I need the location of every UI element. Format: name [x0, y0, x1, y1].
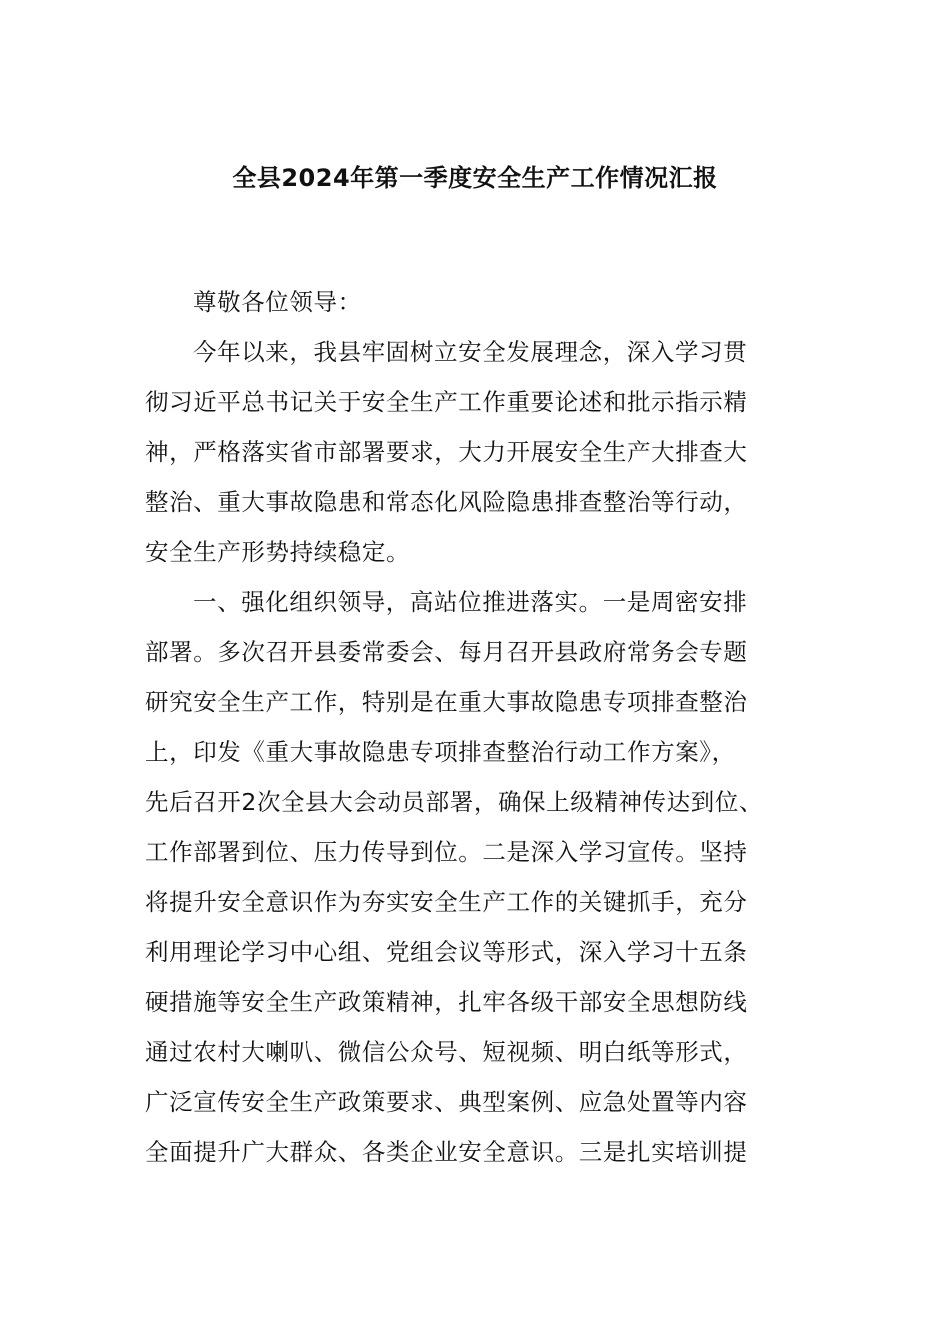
paragraph-line: 将提升安全意识作为夯实安全生产工作的关键抓手，充分 [145, 888, 748, 916]
document-body [145, 284, 810, 1184]
paragraph-line: 神，严格落实省市部署要求，大力开展安全生产大排查大 [145, 438, 748, 466]
salutation-line: 尊敬各位领导： [193, 288, 362, 316]
paragraph-line: 全面提升广大群众、各类企业安全意识。三是扎实培训提 [145, 1138, 748, 1166]
document-title: 全县2024年第一季度安全生产工作情况汇报 [232, 164, 718, 192]
paragraph-line: 研究安全生产工作，特别是在重大事故隐患专项排查整治 [145, 688, 748, 716]
paragraph-line: 工作部署到位、压力传导到位。二是深入学习宣传。坚持 [145, 838, 748, 866]
paragraph-line: 广泛宣传安全生产政策要求、典型案例、应急处置等内容 [145, 1088, 748, 1116]
paragraph-line: 部署。多次召开县委常委会、每月召开县政府常务会专题 [145, 638, 748, 666]
paragraph-line: 彻习近平总书记关于安全生产工作重要论述和批示指示精 [145, 388, 748, 416]
paragraph-line: 安全生产形势持续稳定。 [145, 538, 411, 566]
section-one-line: 一、强化组织领导，高站位推进落实。一是周密安排 [193, 588, 748, 616]
paragraph-line: 上，印发《重大事故隐患专项排查整治行动工作方案》， [145, 738, 736, 766]
paragraph-line: 利用理论学习中心组、党组会议等形式，深入学习十五条 [145, 938, 748, 966]
paragraph-line: 先后召开2次全县大会动员部署，确保上级精神传达到位、 [145, 788, 764, 816]
paragraph-line: 整治、重大事故隐患和常态化风险隐患排查整治等行动， [145, 488, 748, 516]
paragraph-line: 今年以来，我县牢固树立安全发展理念，深入学习贯 [193, 338, 748, 366]
paragraph-line: 通过农村大喇叭、微信公众号、短视频、明白纸等形式， [145, 1038, 748, 1066]
paragraph-line: 硬措施等安全生产政策精神，扎牢各级干部安全思想防线 [145, 988, 748, 1016]
